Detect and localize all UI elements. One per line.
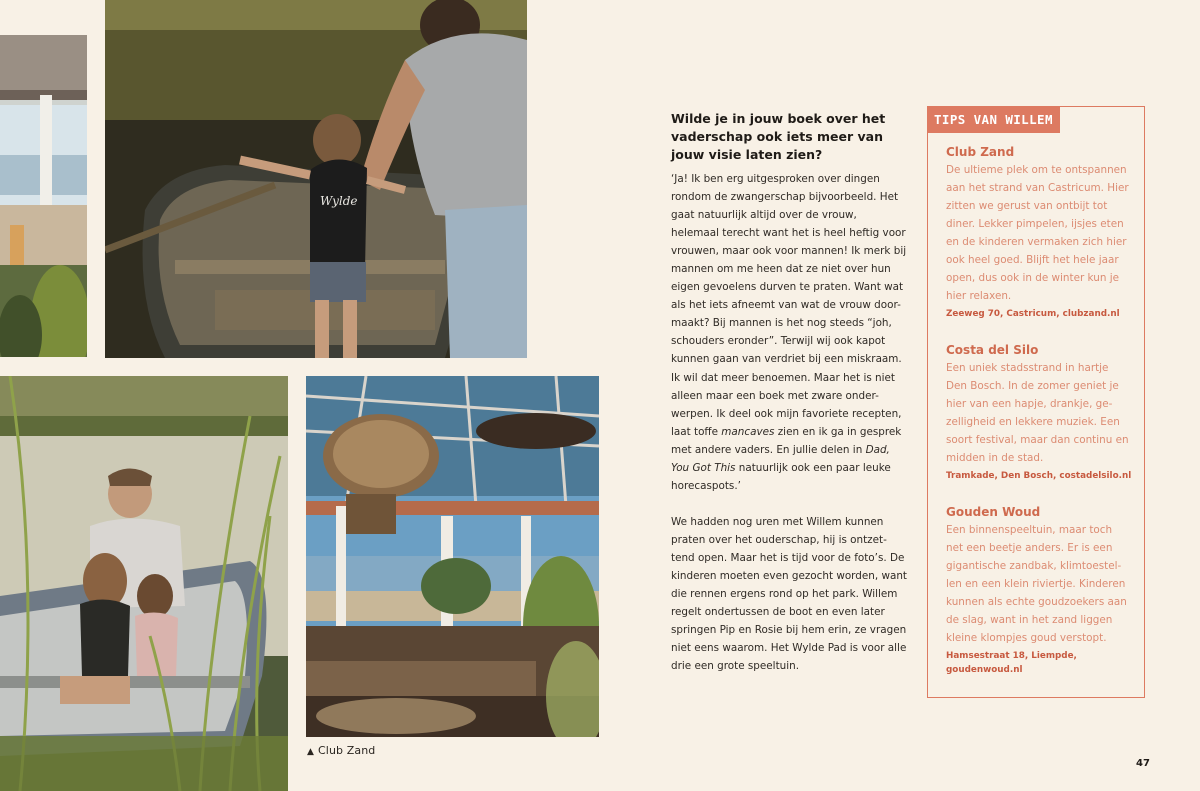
tip-gouden-woud <box>946 505 1132 677</box>
tips-header: TIPS VAN WILLEM <box>928 107 1060 133</box>
tip-description: De ultieme plek om te ontspannen aan het strand van Castricum. Hier zitten we gerust van ontbijt tot diner. Lekker pimpelen, ijsjes eten en de kinderen vermaken zich hier ook heel goed. Blijft het hele jaar open, dus ook in de winter kun je hier relaxen. <box>946 164 1129 303</box>
tips-box <box>927 106 1145 698</box>
interview-question: Wilde je in jouw boek over het vaderschap ook iets meer van jouw visie laten zien? <box>671 111 886 162</box>
tip-description: Een uniek stadsstrand in hartje Den Bosch. In de zomer geniet je hier van een hapje, drankje, ge-zelligheid en lekkere muziek. Een soort festival, maar dan continu en midden in de stad. <box>946 362 1129 465</box>
tip-title: Gouden Woud <box>946 505 1041 519</box>
photo-family-in-boat <box>0 376 288 791</box>
page-number: 47 <box>1136 758 1150 769</box>
tip-title: Club Zand <box>946 145 1015 159</box>
caption-text: Club Zand <box>318 744 376 757</box>
photo-beach-house-edge <box>0 35 87 357</box>
photo-father-daughter-boat <box>105 0 527 358</box>
closing-paragraph: We hadden nog uren met Willem kunnen praten over het ouderschap, hij is ontzet-tend open. Maar het is tijd voor de foto’s. De kinderen moeten even gezocht worden, want die rennen ergens rond op het park. Willem regelt ondertussen de boot en even later springen Pip en Rosie bij hem erin, ze vragen niet eens waarom. Het Wylde Pad is voor alle drie een grote speeltuin. <box>671 515 907 673</box>
tip-description: Een binnenspeeltuin, maar toch net een beetje anders. Er is een gigantische zandbak, klimtoestel-len en een klein riviertje. Kinderen kunnen als echte goudzoekers aan de slag, want in het zand liggen kleine klompjes goud verstopt. <box>946 524 1127 645</box>
photo-caption <box>307 744 375 757</box>
tip-club-zand <box>946 145 1132 321</box>
tip-costa-del-silo <box>946 343 1132 483</box>
shirt-print-text: Wylde <box>320 194 358 208</box>
caption-marker: ▲ <box>307 747 315 757</box>
tip-address: Zeeweg 70, Castricum, clubzand.nl <box>946 309 1120 320</box>
article-column <box>671 110 907 675</box>
tip-title: Costa del Silo <box>946 343 1039 357</box>
tip-address: Tramkade, Den Bosch, costadelsilo.nl <box>946 471 1132 482</box>
interview-answer: ‘Ja! Ik ben erg uitgesproken over dingen rondom de zwangerschap bijvoorbeeld. Het gaat natuurlijk altijd over de vrouw, helemaal terecht want het is heel heftig voor vrouwen, maar ook voor mannen! Ik merk bij mannen om me heen dat ze niet over hun eigen gevoelens durven te praten. Want wat als het iets afneemt van wat de vrouw door-maakt? Bij mannen is het nog steeds “joh, schouders eronder”. Terwijl wij ook kapot kunnen gaan van verdriet bij een miskraam. Ik wil dat meer benoemen. Maar het is niet alleen maar een boek met zware onder-werpen. Ik deel ook mijn favoriete recepten, laat toffe mancaves zien en ik ga in gesprek met andere vaders. En jullie delen in Dad, You Got This natuurlijk ook een paar leuke horecaspots.’ <box>671 173 907 492</box>
photo-club-zand <box>306 376 599 737</box>
tip-address: Hamsestraat 18, Liempde, goudenwoud.nl <box>946 651 1077 676</box>
